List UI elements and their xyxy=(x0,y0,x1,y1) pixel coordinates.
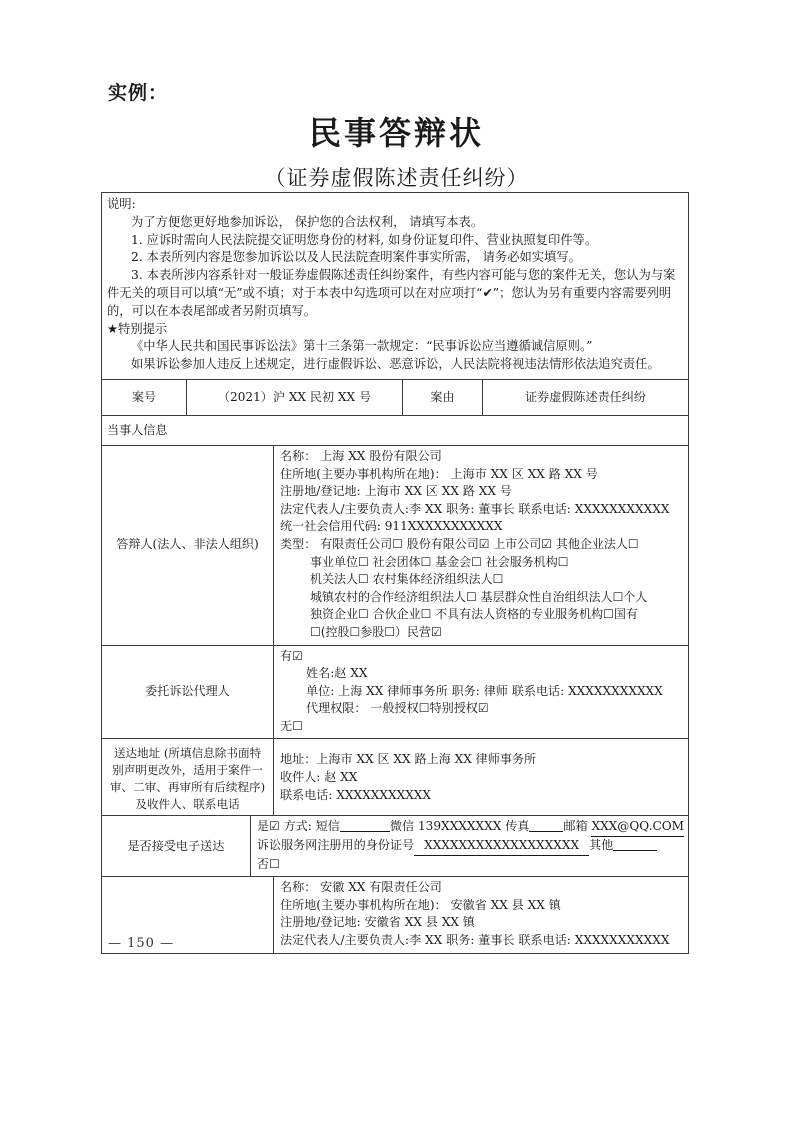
service-address-row-label xyxy=(102,739,273,815)
agent-name-label: 姓名: xyxy=(306,666,335,681)
respondent-type-line-1 xyxy=(280,536,684,554)
service-address-label-line-2: 别声明更改外，适用于案件一 xyxy=(112,763,263,778)
agent-general-checkbox[interactable]: ☐ xyxy=(418,701,430,716)
notes-line-1: 1. 应诉时需向人民法院提交证明您身份的材料, 如身份证复印件、营业执照复印件等。 xyxy=(131,232,598,247)
notes-tip-label: 特别提示 xyxy=(118,321,168,336)
electronic-service-no-line xyxy=(257,856,684,874)
service-address-label-line-1: 送达地址 (所填信息除书面特 xyxy=(113,746,262,761)
case-row xyxy=(102,380,688,416)
cause-label: 案由 xyxy=(402,380,482,415)
respondent-position-value[interactable]: 董事长 xyxy=(478,501,515,516)
type-checkbox-group-3[interactable]: 机关法人☐ 农村集体经济组织法人☐ xyxy=(310,572,504,587)
agent-name-value[interactable]: 赵 XX xyxy=(334,666,368,681)
electronic-service-id-label: 诉讼服务网注册用的身份证号 xyxy=(256,838,415,853)
agent-firm-label: 单位: xyxy=(306,683,335,698)
respondent-type-line-5 xyxy=(280,606,684,624)
respondent-row-label: 答辩人(法人、非法人组织) xyxy=(116,537,259,552)
notes-heading: 说明: xyxy=(107,197,136,211)
second-party-position-label: 职务: xyxy=(446,933,475,948)
electronic-service-id-value[interactable]: XXXXXXXXXXXXXXXXXX xyxy=(414,837,589,856)
notes-line-3: 3. 本表所涉内容系针对一般证券虚假陈述责任纠纷案件，有些内容可能与您的案件无关，您认为与案件无关的项目可以填“无”或不填；对于本表中勾选项可以在对应项打“✔”；您认为另有重要内容需要列明的，可以在本表尾部或者另附页填写。 xyxy=(107,268,676,318)
agent-phone-value[interactable]: XXXXXXXXXXX xyxy=(568,683,663,698)
agent-firm-value[interactable]: 上海 XX 律师事务所 xyxy=(338,683,448,698)
respondent-type-label: 类型： xyxy=(280,536,317,551)
respondent-creditcode-line xyxy=(280,518,684,536)
respondent-type-line-6 xyxy=(280,624,684,642)
respondent-row xyxy=(102,446,688,646)
respondent-type-line-3 xyxy=(280,571,684,589)
star-icon: ★ xyxy=(107,321,119,336)
respondent-name-label: 名称： xyxy=(280,448,317,463)
service-phone-line xyxy=(280,787,684,805)
party-info-header: 当事人信息 xyxy=(107,422,168,437)
electronic-service-sms-label: 短信 xyxy=(315,819,340,834)
second-party-domicile-line xyxy=(280,897,684,915)
respondent-phone-value[interactable]: XXXXXXXXXXX xyxy=(574,501,670,516)
agent-special-label: 特别授权 xyxy=(429,701,478,716)
page-number: — 150 — xyxy=(108,936,175,951)
respondent-registered-label: 注册地/登记地: xyxy=(280,484,361,499)
service-recipient-line xyxy=(280,769,684,787)
second-party-position-value[interactable]: 董事长 xyxy=(478,933,515,948)
second-party-legalrep-label: 法定代表人/主要负责人: xyxy=(280,933,410,948)
notes-tip-heading xyxy=(107,321,683,339)
electronic-service-email-value[interactable]: XXX@QQ.COM xyxy=(591,818,684,837)
case-number-label: 案号 xyxy=(131,389,157,404)
respondent-domicile-value[interactable]: 上海市 XX 区 XX 路 XX 号 xyxy=(450,466,598,481)
respondent-registered-line xyxy=(280,483,684,501)
service-address-row xyxy=(102,739,688,816)
type-checkbox-group-2[interactable]: 事业单位☐ 社会团体☐ 基金会☐ 社会服务机构☐ xyxy=(310,554,569,569)
second-party-domicile-value[interactable]: 安徽省 XX 县 XX 镇 xyxy=(450,897,561,912)
service-recipient-value[interactable]: 赵 XX xyxy=(324,770,358,785)
electronic-service-row-label: 是否接受电子送达 xyxy=(127,838,225,853)
agent-phone-label: 联系电话: xyxy=(511,683,565,698)
electronic-service-sms-input[interactable] xyxy=(340,819,390,832)
second-party-legalrep-name[interactable]: 李 XX xyxy=(409,933,443,948)
type-checkbox-group-4[interactable]: 城镇农村的合作经济组织法人☐ 基层群众性自治组织法人☐个人 xyxy=(310,589,648,604)
service-address-addr-label: 地址： xyxy=(280,752,317,767)
agent-none-checkbox[interactable]: ☐ xyxy=(292,718,303,733)
second-party-registered-label: 注册地/登记地: xyxy=(280,915,361,930)
second-party-phone-label: 联系电话: xyxy=(518,933,571,948)
type-checkbox-group-5[interactable]: 独资企业☐ 合伙企业☐ 不具有法人资格的专业服务机构☐国有 xyxy=(310,607,638,622)
respondent-name-line xyxy=(280,448,684,466)
agent-authority-label: 代理权限： xyxy=(306,701,367,716)
agent-position-label: 职务: xyxy=(451,683,480,698)
case-number-value[interactable]: （2021）沪 XX 民初 XX 号 xyxy=(186,380,402,415)
second-party-name-value[interactable]: 安徽 XX 有限责任公司 xyxy=(320,880,442,895)
respondent-registered-value[interactable]: 上海市 XX 区 XX 路 XX 号 xyxy=(364,484,512,499)
electronic-service-yes-checkbox[interactable]: ☑ xyxy=(268,819,280,834)
service-address-label-line-4: 及收件人、联系电话 xyxy=(135,797,240,812)
service-address-label-line-3: 审、二审、再审所有后续程序) xyxy=(109,780,266,795)
notes-block xyxy=(102,193,688,379)
agent-firm-line xyxy=(280,683,684,701)
second-party-domicile-label: 住所地(主要办事机构所在地)： xyxy=(280,897,447,912)
notes-tip-line-1: 如果诉讼参加人违反上述规定，进行虚假诉讼、恶意诉讼，人民法院将视违法情形依法追究责任。 xyxy=(131,357,660,372)
form-table xyxy=(101,192,689,954)
service-phone-label: 联系电话: xyxy=(280,787,333,802)
electronic-service-other-input[interactable] xyxy=(613,838,657,851)
electronic-service-details xyxy=(250,816,688,876)
page-title: 民事答辩状 xyxy=(308,114,484,152)
respondent-phone-label: 联系电话: xyxy=(518,501,571,516)
agent-row-label: 委托诉讼代理人 xyxy=(145,684,230,699)
agent-none-line xyxy=(280,718,684,736)
type-checkbox-group-1[interactable]: 有限责任公司☐ 股份有限公司☑ 上市公司☑ 其他企业法人☐ xyxy=(320,536,639,551)
electronic-service-no-checkbox[interactable]: ☐ xyxy=(268,856,280,871)
electronic-service-email-label: 邮箱 xyxy=(563,819,588,834)
respondent-name-value[interactable]: 上海 XX 股份有限公司 xyxy=(320,448,442,463)
electronic-service-wechat-label: 微信 xyxy=(389,819,415,834)
electronic-service-other-label: 其他 xyxy=(589,838,614,853)
type-checkbox-group-6[interactable]: ☐(控股☐参股☐）民营☑ xyxy=(310,624,442,639)
respondent-type-line-4 xyxy=(280,589,684,607)
page-subtitle: （证券虚假陈述责任纠纷） xyxy=(264,166,529,190)
service-phone-value[interactable]: XXXXXXXXXXX xyxy=(336,787,432,802)
second-party-name-label: 名称： xyxy=(280,880,317,895)
respondent-legalrep-label: 法定代表人/主要负责人: xyxy=(280,501,410,516)
respondent-type-line-2 xyxy=(280,554,684,572)
electronic-service-fax-input[interactable] xyxy=(529,819,563,832)
second-party-phone-value[interactable]: XXXXXXXXXXX xyxy=(574,933,670,948)
respondent-details xyxy=(273,446,688,645)
agent-has-label: 有 xyxy=(280,648,293,663)
second-party-details xyxy=(273,877,688,952)
electronic-service-yes-line xyxy=(257,818,684,837)
service-recipient-label: 收件人: xyxy=(280,770,321,785)
notes-line-2: 2. 本表所列内容是您参加诉讼以及人民法院查明案件事实所需， 请务必如实填写。 xyxy=(131,250,581,265)
agent-has-line xyxy=(280,648,684,666)
electronic-service-id-line xyxy=(257,837,684,856)
agent-position-value[interactable]: 律师 xyxy=(483,683,508,698)
second-party-legalrep-line xyxy=(280,932,684,950)
party-info-header-row xyxy=(102,416,688,446)
respondent-domicile-line xyxy=(280,466,684,484)
respondent-legalrep-name[interactable]: 李 XX xyxy=(409,501,443,516)
electronic-service-wechat-value[interactable]: 139XXXXXXX xyxy=(417,819,502,834)
agent-row xyxy=(102,646,688,740)
electronic-service-fax-label: 传真 xyxy=(505,819,530,834)
respondent-legalrep-line xyxy=(280,501,684,519)
notes-row xyxy=(102,193,688,380)
example-label: 实例： xyxy=(108,82,169,104)
respondent-creditcode-value[interactable]: 911XXXXXXXXXXX xyxy=(384,519,503,534)
agent-none-label: 无 xyxy=(280,718,293,733)
respondent-creditcode-label: 统一社会信用代码: xyxy=(280,519,381,534)
cause-value[interactable]: 证券虚假陈述责任纠纷 xyxy=(482,380,688,415)
agent-has-checkbox[interactable]: ☑ xyxy=(292,648,303,663)
second-party-registered-value[interactable]: 安徽省 XX 县 XX 镇 xyxy=(364,915,475,930)
electronic-service-row xyxy=(102,816,688,877)
second-party-name-line xyxy=(280,879,684,897)
respondent-position-label: 职务: xyxy=(446,501,475,516)
agent-name-line xyxy=(280,665,684,683)
second-party-row xyxy=(102,877,688,952)
service-address-addr-value[interactable]: 上海市 XX 区 XX 路上海 XX 律师事务所 xyxy=(316,752,537,767)
respondent-domicile-label: 住所地(主要办事机构所在地)： xyxy=(280,466,447,481)
service-address-details xyxy=(273,739,688,815)
notes-line-0: 为了方便您更好地参加诉讼， 保护您的合法权利， 请填写本表。 xyxy=(131,214,484,229)
agent-authority-line xyxy=(280,700,684,718)
second-party-registered-line xyxy=(280,914,684,932)
service-address-line xyxy=(280,751,684,769)
notes-tip-line-0: 《中华人民共和国民事诉讼法》第十三条第一款规定：“民事诉讼应当遵循诚信原则。” xyxy=(131,339,593,354)
electronic-service-method-label: 方式: xyxy=(283,819,312,834)
electronic-service-yes-label: 是 xyxy=(256,819,269,834)
agent-special-checkbox[interactable]: ☑ xyxy=(477,701,489,716)
agent-details xyxy=(273,646,688,739)
agent-general-label: 一般授权 xyxy=(370,701,419,716)
electronic-service-no-label: 否 xyxy=(256,856,269,871)
